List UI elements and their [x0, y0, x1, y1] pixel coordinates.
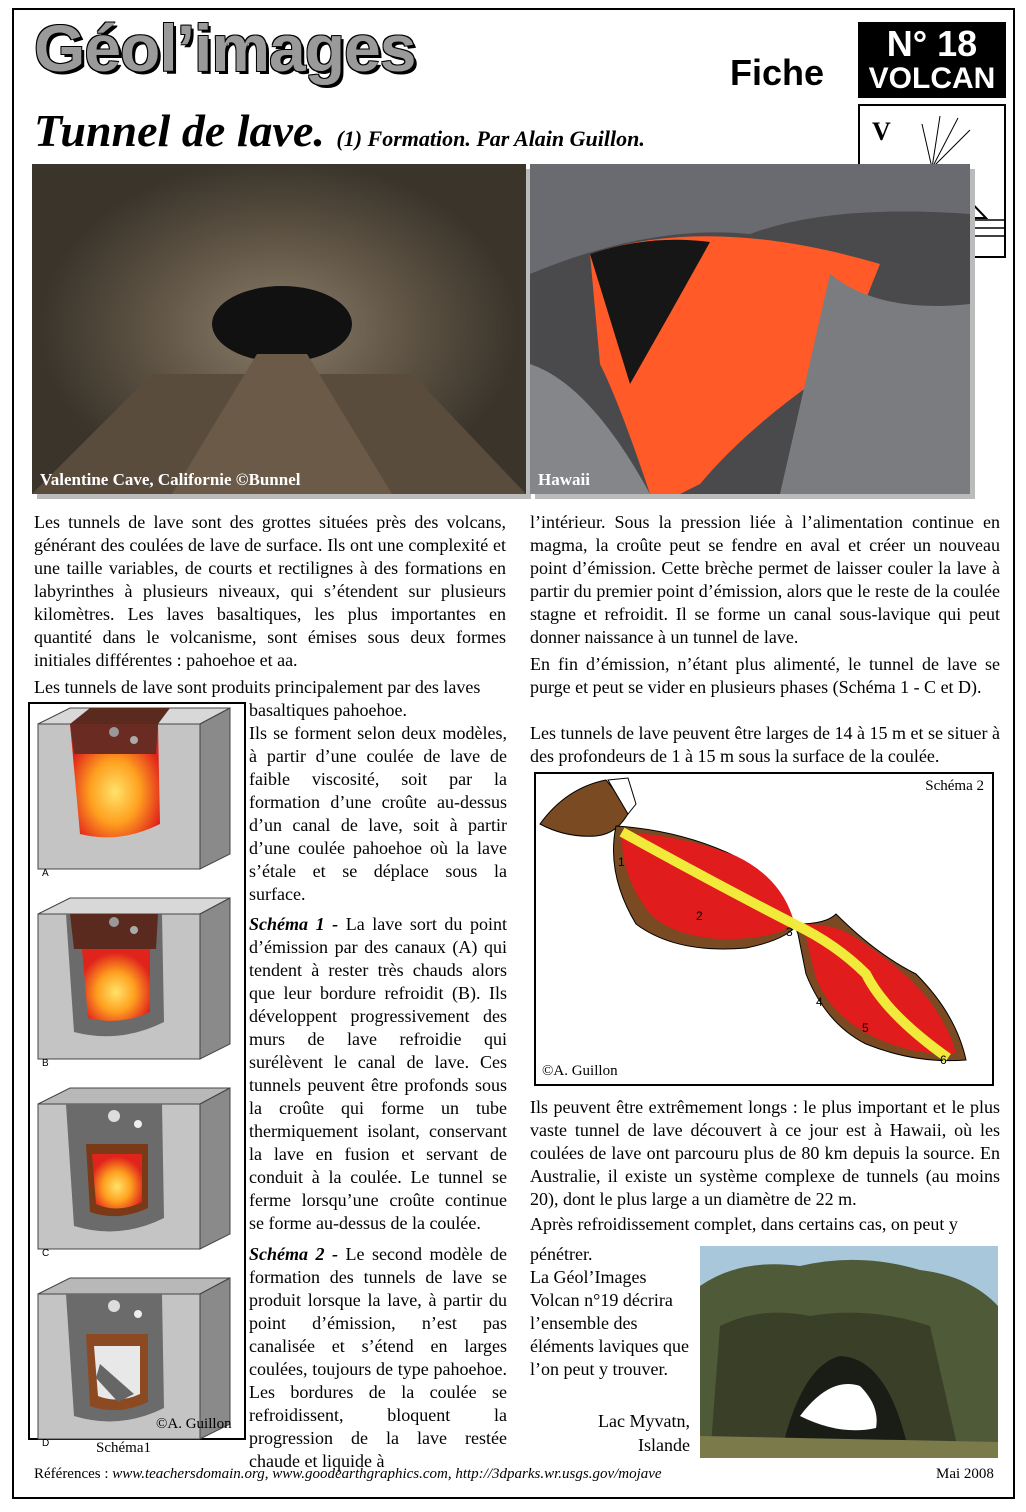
schema2-num-2: 2 — [696, 909, 703, 923]
fiche-badge — [858, 22, 1006, 98]
schema1-label-d: D — [42, 1438, 50, 1449]
schema2-num-5: 5 — [862, 1021, 869, 1035]
intro-paragraph: Les tunnels de lave sont des grottes situées près des volcans, générant des coulées de lave de surface. Ils ont une complexité et une taille variables, de courts et rectilignes à des formations en labyrinthes à plusieurs niveaux, qui s’étendent sur plusieurs kilomètres. Les laves basaltiques, les plus importantes en quantité dans le volcanisme, sont émises sous deux formes initiales différentes : pahoehoe et aa. — [34, 512, 506, 670]
right-paragraph-3: Les tunnels de lave peuvent être larges de 14 à 15 m et se situer à des profondeurs de 1 à 15 m sous la surface de la coulée. — [530, 723, 1001, 766]
paragraph-continuation: basaltiques pahoehoe. — [249, 700, 407, 720]
page-title — [34, 104, 645, 157]
schema1-block-d — [38, 1278, 230, 1439]
schema2-num-1: 1 — [618, 855, 625, 869]
photo-left-caption: Valentine Cave, Californie ©Bunnel — [40, 470, 301, 489]
logo-letter: V — [872, 117, 891, 146]
schema2-credit: ©A. Guillon — [542, 1063, 618, 1079]
photo-valentine-cave — [32, 164, 526, 494]
right-paragraph-6: pénétrer. — [530, 1244, 593, 1264]
fiche-series: VOLCAN — [868, 62, 996, 95]
schema1-label-c: C — [42, 1248, 50, 1259]
right-paragraph-5: Après refroidissement complet, dans certains cas, on peut y — [530, 1214, 958, 1234]
schema1-block-c — [38, 1088, 230, 1249]
schema2-num-3: 3 — [786, 925, 793, 939]
lake-caption-1: Lac Myvatn, — [598, 1411, 690, 1431]
schema1-block-b — [38, 898, 230, 1059]
cave-illustration — [32, 164, 526, 494]
title-sub: (1) Formation. Par Alain Guillon. — [336, 126, 645, 151]
schema1-label-b: B — [42, 1058, 49, 1069]
schema1-label: Schéma 1 - — [249, 914, 339, 934]
footer-date: Mai 2008 — [936, 1466, 994, 1482]
photo-right-caption: Hawaii — [538, 470, 590, 489]
right-paragraph-2: En fin d’émission, n’étant plus alimenté, le tunnel de lave se purge et peut se vider en plusieurs phases (Schéma 1 - C et D). — [530, 654, 1000, 697]
title-main: Tunnel de lave. — [34, 105, 325, 156]
schema2-paragraph — [249, 1243, 507, 1473]
schema1-label-a: A — [42, 868, 49, 879]
photo-hawaii — [530, 164, 970, 494]
fiche-label: Fiche — [730, 52, 825, 93]
schema1-block-a — [38, 708, 230, 869]
brand-title: Géol’images — [34, 11, 416, 85]
right-paragraph-1: l’intérieur. Sous la pression liée à l’alimentation continue en magma, la croûte peut se fendre en aval et créer un nouveau point d’émission. Cette brèche permet de laisser couler la lave à partir du premier point d’émission, alors que le reste de la coulée stagne et refroidit. Il se forme un canal sous-lavique qui peut donner naissance à un tunnel de lave. — [530, 512, 1000, 647]
lake-caption-2: Islande — [638, 1435, 690, 1455]
models-paragraph: Ils se forment selon deux modèles, à partir d’une coulée de lave de faible viscosité, soit par la formation d’une croûte au-dessus d’un canal de lave, soit à partir d’une coulée pahoehoe où la lave s’étale et se déplace sous la surface. — [249, 723, 507, 904]
refs-links: www.teachersdomain.org, www.goodearthgraphics.com, http://3dparks.wr.usgs.gov/mojave — [112, 1466, 662, 1482]
fiche-number: N° 18 — [886, 23, 978, 64]
schema1-text: La lave sort du point d’émission par des canaux (A) qui tendent à rester très chauds alors que leur bordure refroidit (B). Ils développent progressivement des murs de lave refroidie qui surélèvent le canal de lave. Ces tunnels peuvent être profonds sous la croûte qui forme un tube thermiquement isolant, conservant la lave en fusion et servant de conduit à la coulée. Le tunnel se ferme lorsqu’une croûte continue se forme au-dessus de la coulée. — [249, 914, 508, 1233]
schema1-caption-visible: Schéma1 — [96, 1440, 151, 1456]
paragraph-line: Les tunnels de lave sont produits principalement par des laves — [34, 677, 481, 697]
schema2-diagram — [536, 774, 992, 1084]
schema1-paragraph — [249, 913, 507, 1235]
schema2-num-6: 6 — [940, 1053, 947, 1067]
schema2-num-4: 4 — [816, 995, 823, 1009]
schema2-label: Schéma 2 - — [249, 1244, 339, 1264]
right-paragraph-7: La Géol’Images Volcan n°19 décrira l’ensemble des éléments laviques que l’on peut y trouver. — [530, 1267, 689, 1379]
photo-lake-myvatn — [700, 1246, 998, 1458]
schema1-credit: ©A. Guillon — [156, 1416, 232, 1432]
footer-references — [34, 1466, 662, 1483]
schema2-figure — [534, 772, 994, 1086]
schema2-text: Le second modèle de formation des tunnels de lave se produit lorsque la lave, à partir du point d’émission, n’est pas canalisée et s’étend en larges coulées, toujours de type pahoehoe. Les bordures de la coulée se refroidissent, bloquent la progression de la lave restée chaude et liquide à — [249, 1244, 508, 1471]
refs-label: Références : — [34, 1466, 109, 1482]
schema2-title: Schéma 2 — [925, 778, 984, 794]
arch-illustration — [700, 1246, 998, 1458]
right-paragraph-4: Ils peuvent être extrêmement longs : le plus important et le plus vaste tunnel de lave découvert à ce jour est à Hawaii, où les coulées de lave ont parcouru plus de 80 km depuis la source. En Australie, il existe un système complexe de tunnels (au moins 20), dont le plus large a un diamètre de 22 m. — [530, 1097, 1000, 1209]
lava-illustration — [530, 164, 970, 494]
